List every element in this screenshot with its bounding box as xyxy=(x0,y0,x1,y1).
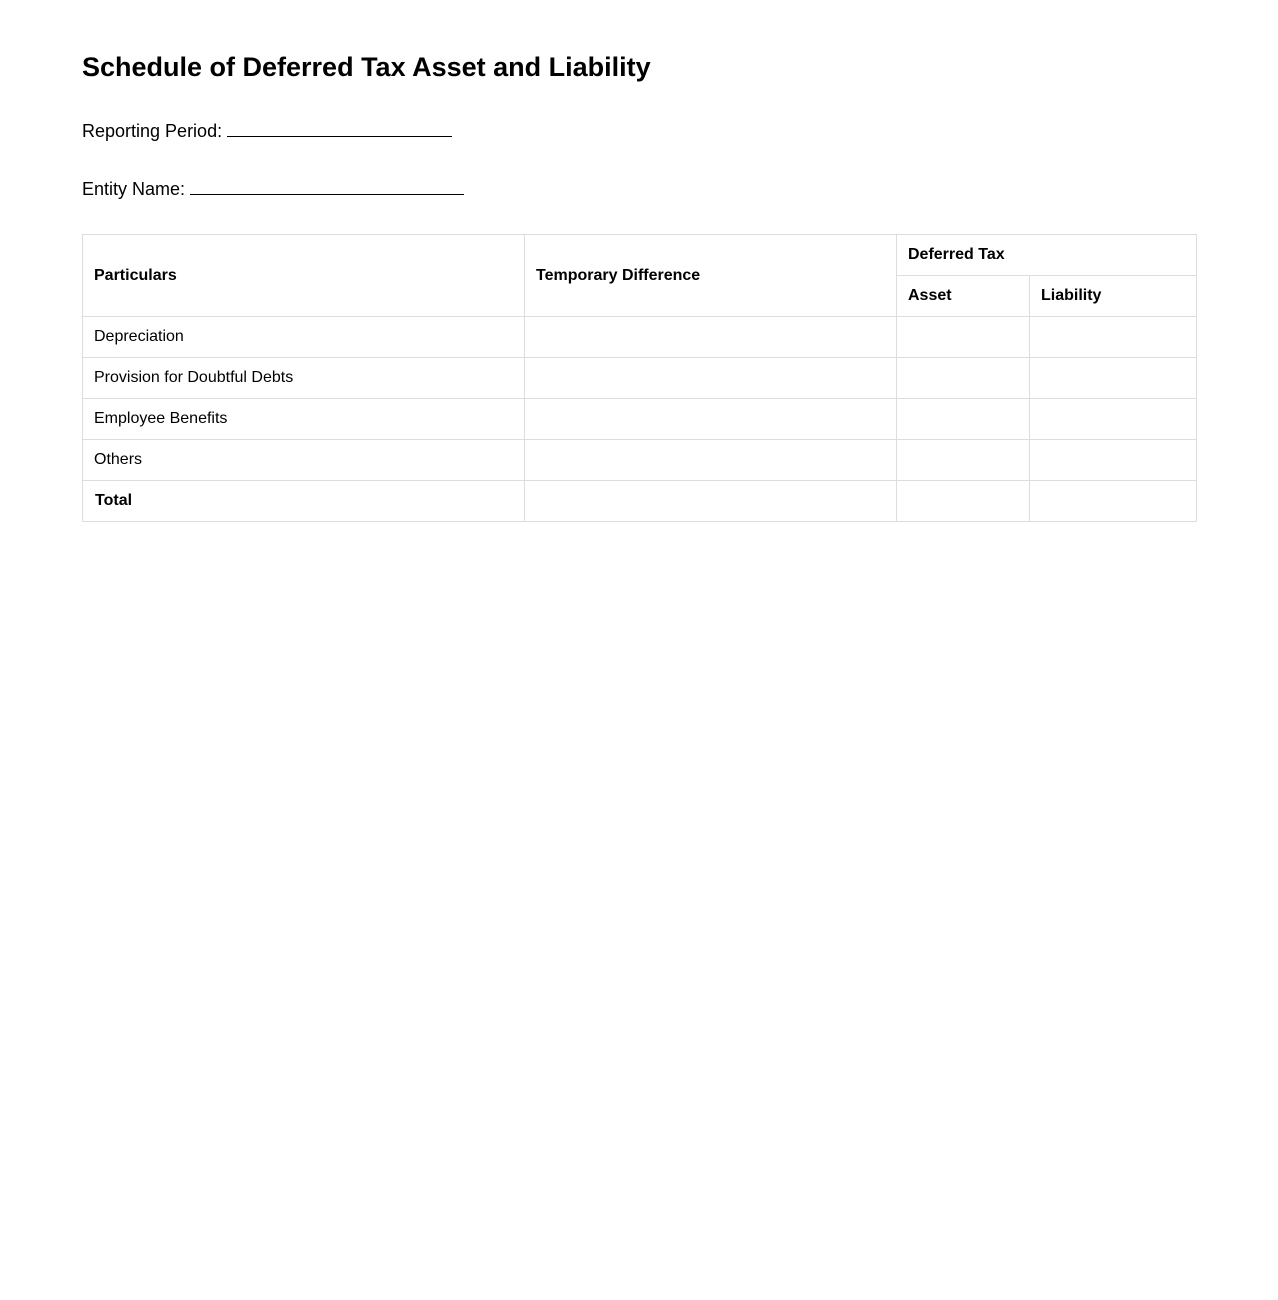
entity-name-label: Entity Name: xyxy=(82,179,186,199)
table-header-row xyxy=(83,235,1197,276)
header-liability: Liability xyxy=(1030,276,1197,317)
liability-cell[interactable] xyxy=(1030,358,1197,399)
deferred-tax-table xyxy=(82,234,1197,522)
header-temporary-difference: Temporary Difference xyxy=(525,235,897,317)
reporting-period-blank-line[interactable] xyxy=(227,118,452,137)
total-liability-cell[interactable] xyxy=(1030,481,1197,522)
total-row xyxy=(83,481,1197,522)
reporting-period-label: Reporting Period: xyxy=(82,121,223,141)
header-particulars: Particulars xyxy=(83,235,525,317)
header-deferred-tax: Deferred Tax xyxy=(897,235,1197,276)
temporary-difference-cell[interactable] xyxy=(525,317,897,358)
particulars-cell: Others xyxy=(83,440,525,481)
particulars-cell: Employee Benefits xyxy=(83,399,525,440)
asset-cell[interactable] xyxy=(897,317,1030,358)
entity-name-field xyxy=(82,176,1196,200)
asset-cell[interactable] xyxy=(897,440,1030,481)
particulars-cell: Provision for Doubtful Debts xyxy=(83,358,525,399)
table-row xyxy=(83,358,1197,399)
temporary-difference-cell[interactable] xyxy=(525,440,897,481)
particulars-cell: Depreciation xyxy=(83,317,525,358)
liability-cell[interactable] xyxy=(1030,440,1197,481)
liability-cell[interactable] xyxy=(1030,317,1197,358)
table-row xyxy=(83,440,1197,481)
page-title: Schedule of Deferred Tax Asset and Liability xyxy=(82,52,651,82)
total-temporary-difference-cell[interactable] xyxy=(525,481,897,522)
document-page xyxy=(0,0,1196,522)
total-label-cell: Total xyxy=(83,481,525,522)
reporting-period-field xyxy=(82,118,1196,142)
temporary-difference-cell[interactable] xyxy=(525,358,897,399)
entity-name-blank-line[interactable] xyxy=(190,176,464,195)
header-asset: Asset xyxy=(897,276,1030,317)
table-row xyxy=(83,399,1197,440)
total-asset-cell[interactable] xyxy=(897,481,1030,522)
asset-cell[interactable] xyxy=(897,399,1030,440)
temporary-difference-cell[interactable] xyxy=(525,399,897,440)
table-row xyxy=(83,317,1197,358)
liability-cell[interactable] xyxy=(1030,399,1197,440)
asset-cell[interactable] xyxy=(897,358,1030,399)
